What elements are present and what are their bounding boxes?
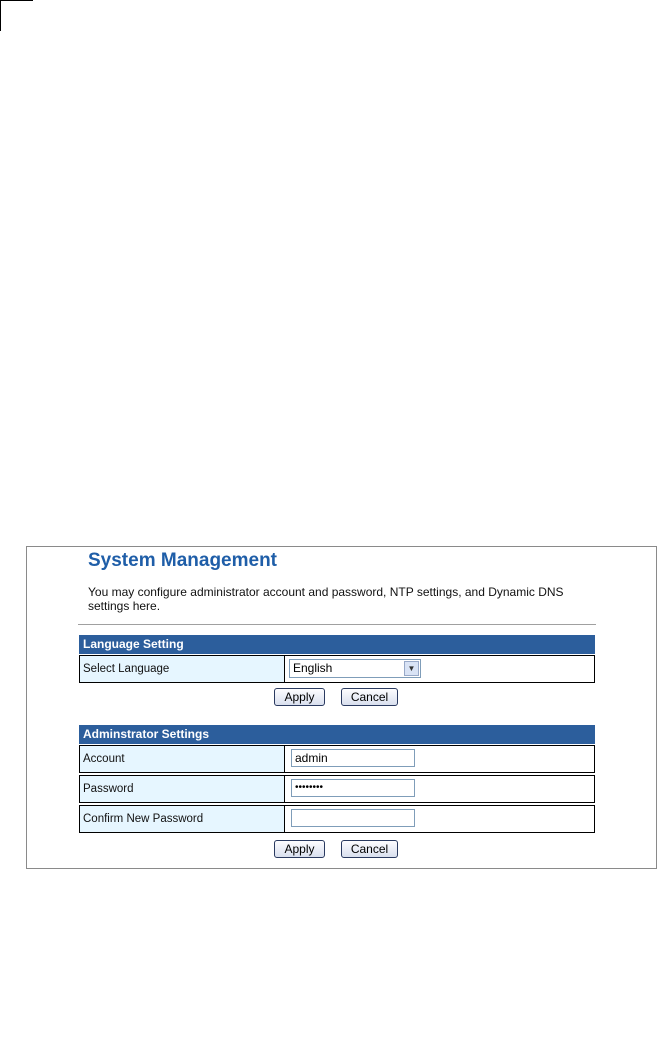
password-cell [286,776,594,802]
page-title: System Management [88,550,278,571]
chevron-down-icon[interactable]: ▼ [404,661,419,676]
account-cell [286,746,594,772]
select-language-label: Select Language [80,656,285,682]
account-label: Account [80,746,285,772]
crop-mark-vertical [0,0,1,31]
confirm-password-row [79,805,595,833]
admin-apply-button[interactable]: Apply [274,840,325,858]
admin-cancel-button[interactable]: Cancel [341,840,398,858]
account-input[interactable]: admin [291,749,415,767]
system-management-panel [26,546,657,869]
language-cancel-button[interactable]: Cancel [341,688,398,706]
account-row [79,745,595,773]
confirm-password-label: Confirm New Password [80,806,285,832]
crop-mark-horizontal [0,0,33,1]
language-apply-button[interactable]: Apply [274,688,325,706]
administrator-settings-header: Adminstrator Settings [79,725,595,744]
language-select-value: English [293,661,333,675]
confirm-password-input[interactable] [291,809,415,827]
password-row [79,775,595,803]
divider [78,624,596,625]
password-input[interactable]: •••••••• [291,779,415,797]
password-label: Password [80,776,285,802]
confirm-password-cell [286,806,594,832]
language-select[interactable] [289,659,421,678]
select-language-row [79,655,595,683]
select-language-cell [286,656,594,682]
language-setting-header: Language Setting [79,635,595,654]
page-description: You may configure administrator account and password, NTP settings, and Dynamic DNS settings here. [88,585,564,613]
